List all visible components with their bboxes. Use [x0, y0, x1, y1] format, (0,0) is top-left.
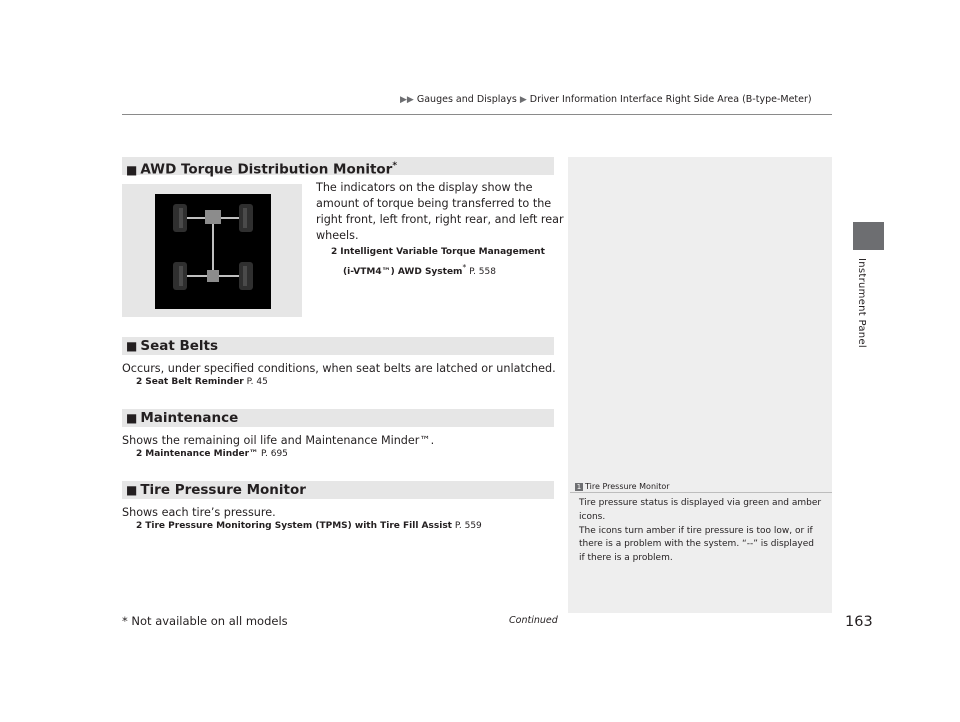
text-line: right front, left front, right rear, and left rear: [316, 213, 564, 226]
section-title-seat-belts: Seat Belts: [140, 338, 219, 354]
asterisk-mark: *: [392, 161, 398, 171]
section-title-maintenance: Maintenance: [140, 410, 239, 426]
text-line: icons.: [579, 511, 606, 522]
reference-arrow-icon: 2: [136, 521, 143, 531]
section-title-awd: AWD Torque Distribution Monitor: [140, 161, 393, 178]
breadcrumb-item-gauges[interactable]: Gauges and Displays: [416, 94, 517, 105]
xref-title[interactable]: Maintenance Minder™: [145, 449, 259, 459]
reference-arrow-icon: 2: [331, 247, 338, 257]
breadcrumb-separator-icon: ▶: [519, 95, 527, 105]
breadcrumb-item-driver-info[interactable]: Driver Information Interface Right Side Area (B-type-Meter): [529, 94, 812, 105]
text-line: if there is a problem.: [579, 553, 673, 564]
tire-pressure-cross-reference[interactable]: [136, 521, 482, 531]
text-line: wheels.: [316, 229, 359, 242]
text-line: The indicators on the display show the: [316, 181, 533, 194]
awd-torque-display-image: [155, 194, 271, 309]
asterisk-mark: *: [462, 263, 467, 272]
section-heading-maintenance: [122, 409, 554, 427]
section-marker-icon: ■: [126, 483, 138, 497]
xref-title-line1[interactable]: Intelligent Variable Torque Management: [340, 247, 545, 257]
chapter-tab-marker: [853, 222, 884, 250]
breadcrumb: [400, 94, 812, 105]
page-number: 163: [845, 614, 873, 630]
xref-page[interactable]: P. 695: [260, 449, 288, 459]
seat-belts-cross-reference[interactable]: [136, 377, 268, 387]
section-heading-awd: [122, 157, 554, 178]
maintenance-description: Shows the remaining oil life and Maintenance Minder™.: [122, 434, 435, 447]
side-note-divider: [570, 492, 832, 493]
footnote-text: Not available on all models: [131, 614, 288, 628]
reference-arrow-icon: 2: [136, 449, 143, 459]
xref-title[interactable]: Seat Belt Reminder: [145, 377, 244, 387]
footnote: [122, 614, 288, 628]
header-divider: [122, 114, 832, 115]
xref-title-line2[interactable]: (i-VTM4™) AWD System: [343, 267, 463, 277]
xref-page[interactable]: P. 559: [454, 521, 482, 531]
awd-cross-reference[interactable]: [331, 244, 545, 280]
section-marker-icon: ■: [126, 339, 138, 353]
section-marker-icon: ■: [126, 411, 138, 425]
tire-pressure-description: Shows each tire’s pressure.: [122, 506, 276, 519]
chapter-tab-label: Instrument Panel: [856, 258, 867, 348]
note-number-icon: 1: [576, 483, 582, 491]
breadcrumb-arrow-icon: ▶▶: [400, 95, 414, 105]
footnote-asterisk: *: [122, 614, 128, 628]
section-title-tire-pressure: Tire Pressure Monitor: [140, 482, 306, 498]
text-line: amount of torque being transferred to the: [316, 197, 552, 210]
text-line: The icons turn amber if tire pressure is too low, or if: [579, 525, 813, 536]
text-line: Tire pressure status is displayed via green and amber: [579, 498, 822, 508]
section-marker-icon: ■: [126, 162, 138, 177]
side-note-title: Tire Pressure Monitor: [585, 482, 670, 491]
continued-label: Continued: [509, 615, 558, 626]
awd-vehicle-diagram-icon: [155, 194, 271, 309]
maintenance-cross-reference[interactable]: [136, 449, 288, 459]
reference-arrow-icon: 2: [136, 377, 143, 387]
awd-description: [316, 180, 564, 244]
section-heading-tire-pressure: [122, 481, 554, 499]
section-heading-seat-belts: [122, 337, 554, 355]
side-note-heading: [575, 482, 670, 491]
xref-page[interactable]: P. 45: [246, 377, 268, 387]
side-note-body: [579, 497, 827, 566]
xref-page[interactable]: P. 558: [469, 267, 496, 277]
text-line: there is a problem with the system. “--” is displayed: [579, 539, 814, 550]
xref-title[interactable]: Tire Pressure Monitoring System (TPMS) with Tire Fill Assist: [145, 521, 452, 531]
seat-belts-description: Occurs, under specified conditions, when seat belts are latched or unlatched.: [122, 362, 556, 375]
